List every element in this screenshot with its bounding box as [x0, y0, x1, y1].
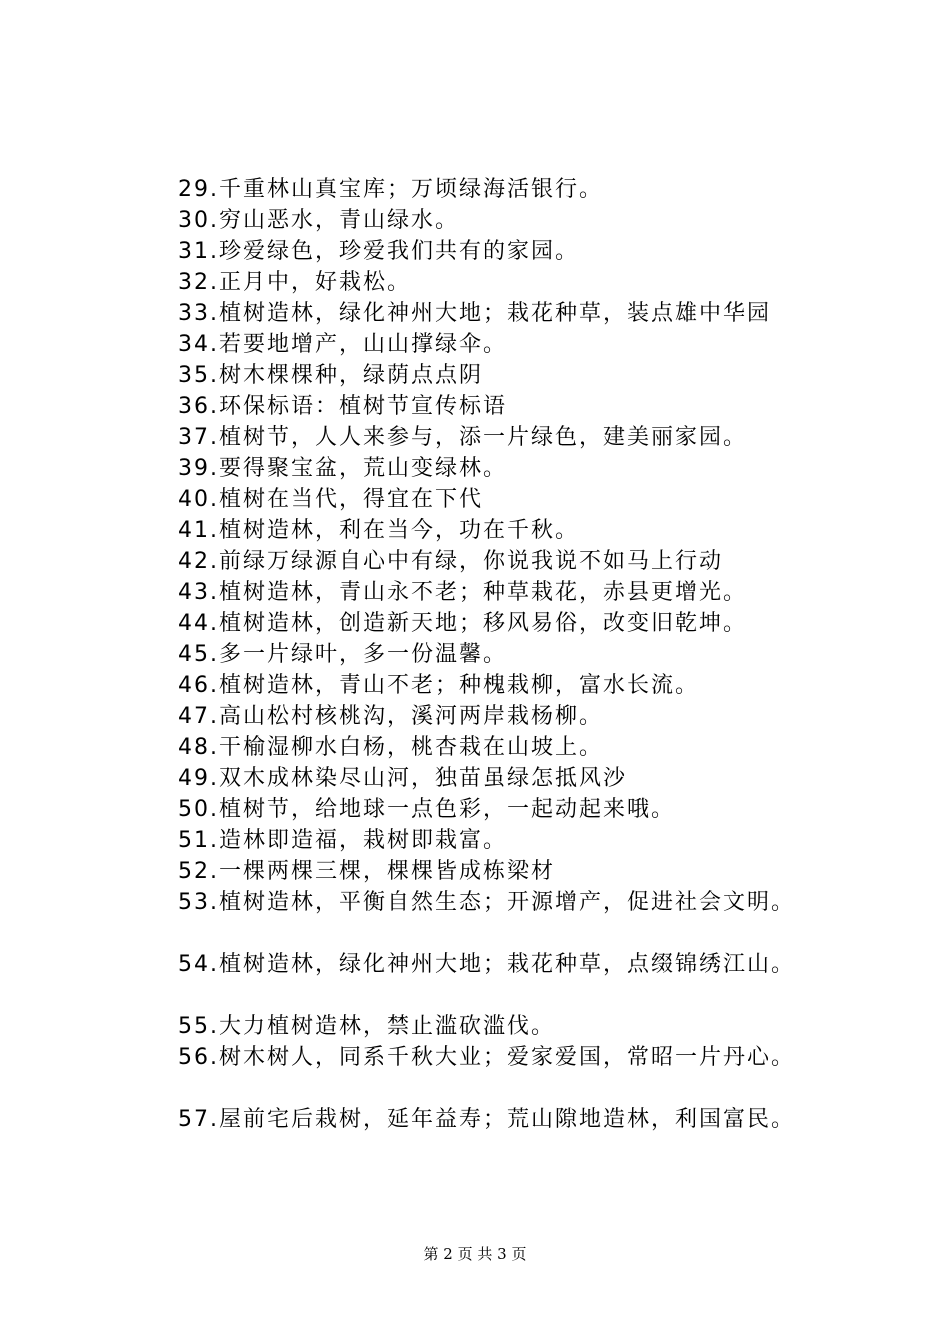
list-item: 40.植树在当代，得宜在下代 — [178, 487, 483, 512]
list-item: 39.要得聚宝盆，荒山变绿林。 — [178, 456, 507, 481]
list-item: 31.珍爱绿色，珍爱我们共有的家园。 — [178, 239, 579, 264]
list-item: 49.双木成林染尽山河，独苗虽绿怎抵风沙 — [178, 766, 627, 791]
list-item: 37.植树节，人人来参与，添一片绿色，建美丽家园。 — [178, 425, 747, 450]
list-item: 52.一棵两棵三棵，棵棵皆成栋梁材 — [178, 859, 555, 884]
list-item: 55.大力植树造林，禁止滥砍滥伐。 — [178, 1014, 555, 1039]
slogan-list — [178, 174, 918, 1135]
page-number-footer: 第 2 页 共 3 页 — [423, 1245, 527, 1263]
list-item: 42.前绿万绿源自心中有绿，你说我说不如马上行动 — [178, 549, 723, 574]
list-item: 32.正月中，好栽松。 — [178, 270, 411, 295]
list-item: 35.树木棵棵种，绿荫点点阴 — [178, 363, 483, 388]
list-item: 41.植树造林，利在当今，功在千秋。 — [178, 518, 579, 543]
list-item: 51.造林即造福，栽树即栽富。 — [178, 828, 507, 853]
list-item: 44.植树造林，创造新天地；移风易俗，改变旧乾坤。 — [178, 611, 747, 636]
list-item: 36.环保标语：植树节宣传标语 — [178, 394, 507, 419]
list-item: 47.高山松村核桃沟，溪河两岸栽杨柳。 — [178, 704, 603, 729]
list-item: 34.若要地增产，山山撑绿伞。 — [178, 332, 507, 357]
list-item: 56.树木树人，同系千秋大业；爱家爱国，常昭一片丹心。 — [178, 1045, 795, 1070]
list-item: 48.干榆湿柳水白杨，桃杏栽在山坡上。 — [178, 735, 603, 760]
list-item: 30.穷山恶水，青山绿水。 — [178, 208, 459, 233]
list-item: 45.多一片绿叶，多一份温馨。 — [178, 642, 507, 667]
list-item: 29.千重林山真宝库；万顷绿海活银行。 — [178, 177, 603, 202]
list-item: 57.屋前宅后栽树，延年益寿；荒山隙地造林，利国富民。 — [178, 1107, 795, 1132]
list-item: 46.植树造林，青山不老；种槐栽柳，富水长流。 — [178, 673, 699, 698]
list-item: 53.植树造林，平衡自然生态；开源增产，促进社会文明。 — [178, 890, 795, 915]
list-item: 33.植树造林，绿化神州大地；栽花种草，装点雄中华园 — [178, 301, 771, 326]
list-item: 54.植树造林，绿化神州大地；栽花种草，点缀锦绣江山。 — [178, 952, 795, 977]
list-item: 43.植树造林，青山永不老；种草栽花，赤县更增光。 — [178, 580, 747, 605]
list-item: 50.植树节，给地球一点色彩，一起动起来哦。 — [178, 797, 675, 822]
